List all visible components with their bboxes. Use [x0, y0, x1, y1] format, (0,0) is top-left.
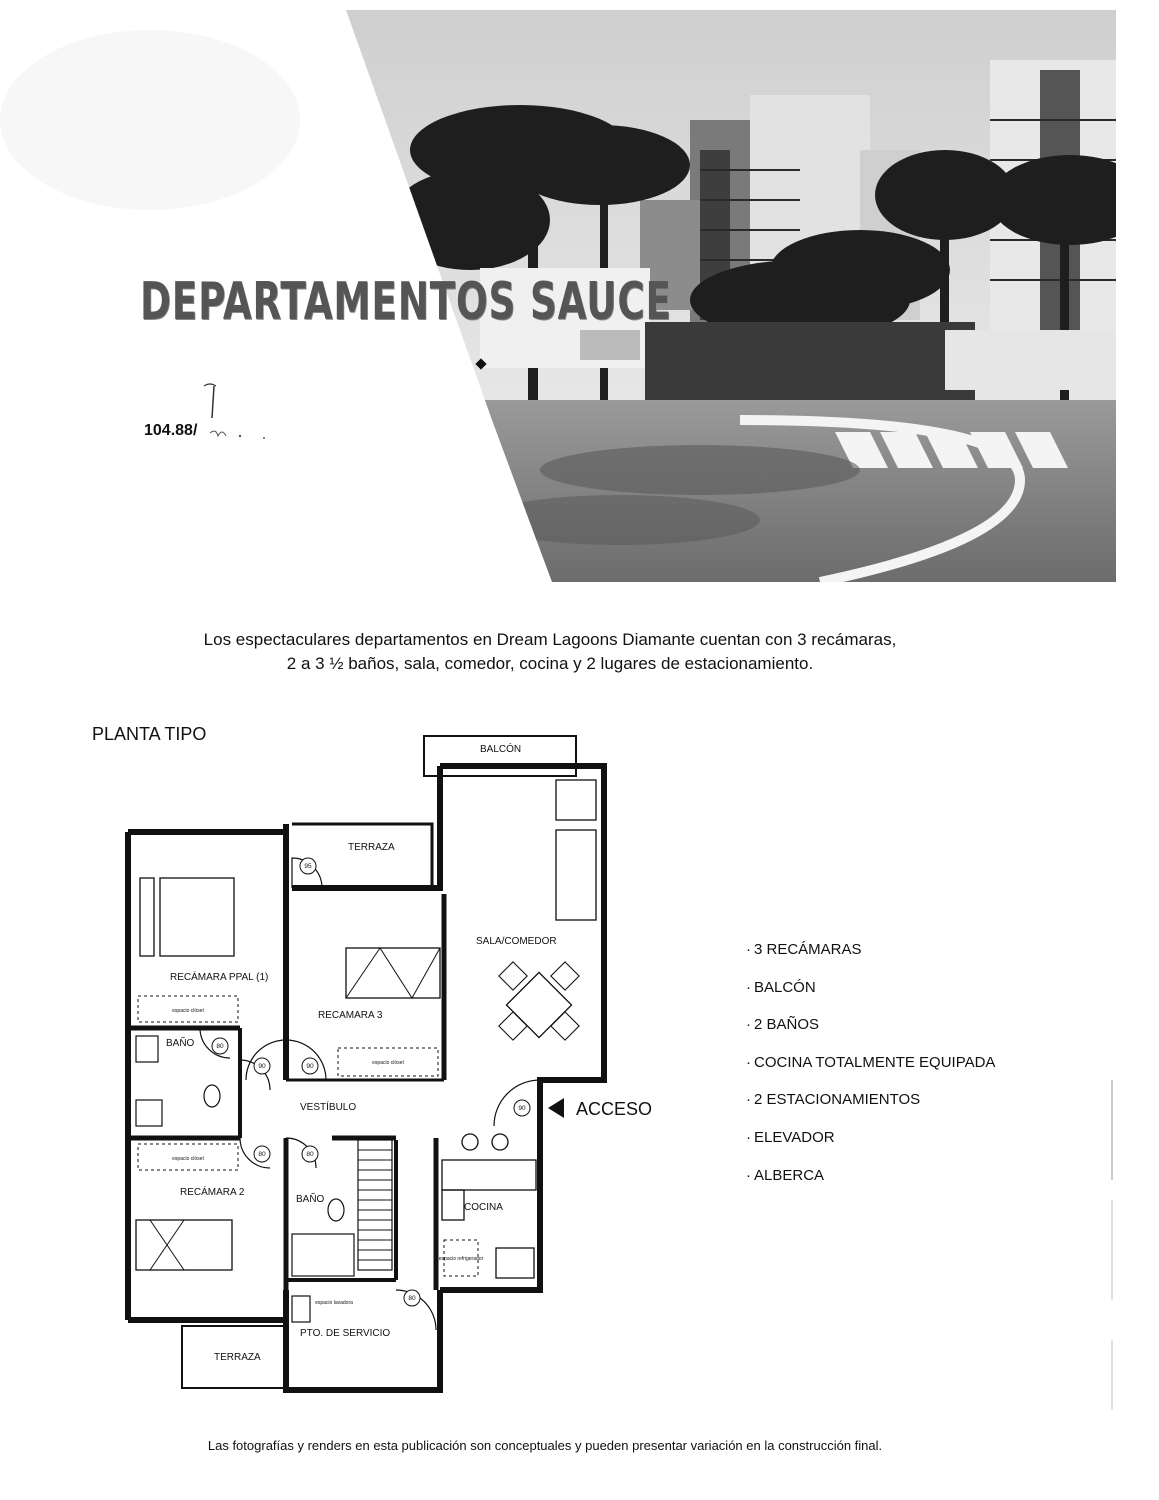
feature-item: · ELEVADOR	[746, 1126, 995, 1164]
door-width-label: 80	[306, 1151, 314, 1158]
scan-edge-marks	[1108, 1060, 1116, 1420]
closet-note: espacio clóset	[172, 1156, 204, 1162]
room-label-terraza-top: TERRAZA	[348, 842, 395, 853]
room-label-vestibulo: VESTÍBULO	[300, 1102, 357, 1113]
brand-title: DEPARTAMENTOS SAUCE	[140, 272, 672, 332]
door-width-label: 80	[258, 1151, 266, 1158]
features-list	[746, 938, 995, 1201]
feature-item: · ALBERCA	[746, 1164, 995, 1202]
door-width-label: 90	[518, 1105, 526, 1112]
intro-line-2: 2 a 3 ½ baños, sala, comedor, cocina y 2 lugares de estacionamiento.	[286, 654, 814, 673]
closet-note: espacio clóset	[372, 1060, 404, 1066]
feature-item: · COCINA TOTALMENTE EQUIPADA	[746, 1051, 995, 1089]
intro-paragraph	[120, 628, 980, 676]
footer-disclaimer: Las fotografías y renders en esta publicación son conceptuales y pueden presentar variación en la construcción final.	[207, 1438, 883, 1453]
door-width-label: 90	[306, 1063, 314, 1070]
access-arrow-icon	[548, 1098, 564, 1118]
room-label-recamara-3: RECAMARA 3	[318, 1010, 383, 1021]
fridge-note: espacio refrigerador	[438, 1256, 484, 1262]
room-label-cocina: COCINA	[464, 1202, 503, 1213]
closet-note: espacio clóset	[172, 1008, 204, 1014]
floor-plan	[118, 728, 653, 1393]
feature-item: · 2 ESTACIONAMIENTOS	[746, 1088, 995, 1126]
door-width-label: 80	[408, 1295, 416, 1302]
feature-item: · 3 RECÁMARAS	[746, 938, 995, 976]
room-label-pto-servicio: PTO. DE SERVICIO	[300, 1328, 391, 1339]
area-note: 104.88/	[144, 422, 198, 439]
washer-note: espacio lavadora	[315, 1300, 353, 1306]
balcony-outline	[424, 736, 576, 776]
door-width-label: 80	[216, 1043, 224, 1050]
door-width-label: 95	[304, 863, 312, 870]
room-label-balcon: BALCÓN	[480, 744, 522, 755]
room-label-recamara-ppal: RECÁMARA PPAL (1)	[170, 972, 269, 983]
handwritten-scribble	[196, 378, 296, 448]
room-label-sala-comedor: SALA/COMEDOR	[476, 936, 557, 947]
intro-line-1: Los espectaculares departamentos en Dream Lagoons Diamante cuentan con 3 recámaras,	[203, 630, 897, 649]
room-label-bano-1: BAÑO	[166, 1038, 195, 1049]
feature-item: · BALCÓN	[746, 976, 995, 1014]
plan-title: PLANTA TIPO	[92, 724, 207, 744]
room-label-terraza-bottom: TERRAZA	[214, 1352, 261, 1363]
feature-item: · 2 BAÑOS	[746, 1013, 995, 1051]
room-label-bano-2: BAÑO	[296, 1194, 325, 1205]
room-label-acceso: ACCESO	[576, 1099, 653, 1119]
door-width-label: 90	[258, 1063, 266, 1070]
room-label-recamara-2: RECÁMARA 2	[180, 1187, 245, 1198]
